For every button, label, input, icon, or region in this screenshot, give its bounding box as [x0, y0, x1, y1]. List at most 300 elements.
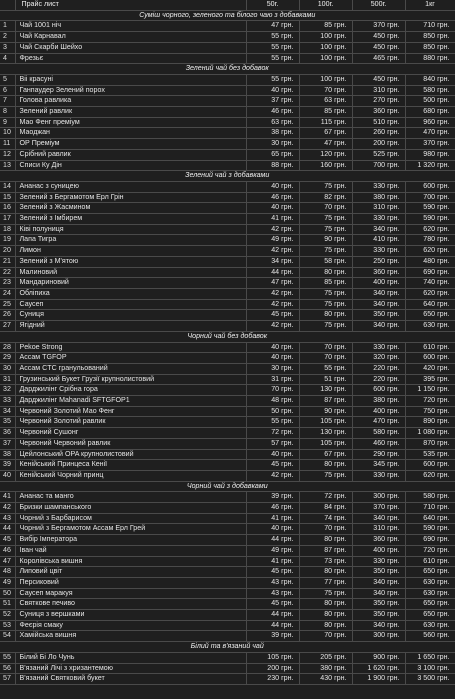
price-50g: 45 грн. — [246, 310, 299, 321]
table-row — [0, 620, 455, 631]
row-number: 55 — [0, 652, 15, 663]
price-50g: 57 грн. — [246, 438, 299, 449]
price-list-body — [0, 10, 455, 684]
price-50g: 40 грн. — [246, 85, 299, 96]
table-row — [0, 107, 455, 118]
row-number: 41 — [0, 492, 15, 503]
price-50g: 38 грн. — [246, 128, 299, 139]
price-100g: 85 грн. — [299, 21, 352, 32]
table-row — [0, 406, 455, 417]
price-500g: 330 грн. — [352, 342, 405, 353]
product-name: Саусеп — [15, 299, 246, 310]
price-50g: 44 грн. — [246, 610, 299, 621]
price-500g: 380 грн. — [352, 396, 405, 407]
price-50g: 45 грн. — [246, 599, 299, 610]
price-100g: 74 грн. — [299, 513, 352, 524]
product-name: Мандариновий — [15, 278, 246, 289]
product-name: Ягідний — [15, 321, 246, 332]
price-100g: 80 грн. — [299, 599, 352, 610]
product-name: Чай Карнавал — [15, 32, 246, 43]
product-name: Зелений з Бергамотом Ерл Грін — [15, 192, 246, 203]
price-100g: 63 грн. — [299, 96, 352, 107]
row-number: 24 — [0, 288, 15, 299]
price-50g: 41 грн. — [246, 556, 299, 567]
table-row — [0, 556, 455, 567]
price-1kg: 610 грн. — [405, 556, 455, 567]
price-1kg: 610 грн. — [405, 342, 455, 353]
table-row — [0, 631, 455, 642]
price-50g: 43 грн. — [246, 588, 299, 599]
product-name: Святкове печиво — [15, 599, 246, 610]
price-1kg: 690 грн. — [405, 535, 455, 546]
table-row — [0, 374, 455, 385]
row-number: 52 — [0, 610, 15, 621]
price-500g: 260 грн. — [352, 128, 405, 139]
price-1kg: 580 грн. — [405, 492, 455, 503]
price-50g: 55 грн. — [246, 32, 299, 43]
product-name: Обліпиха — [15, 288, 246, 299]
price-50g: 230 грн. — [246, 674, 299, 685]
row-number: 43 — [0, 513, 15, 524]
price-50g: 42 грн. — [246, 470, 299, 481]
price-1kg: 690 грн. — [405, 267, 455, 278]
section-title: Білий та в'язаний чай — [0, 642, 455, 653]
product-name: Зелений з Жасмином — [15, 203, 246, 214]
product-name: Персиковий — [15, 577, 246, 588]
price-500g: 330 грн. — [352, 181, 405, 192]
price-1kg: 640 грн. — [405, 299, 455, 310]
table-row — [0, 492, 455, 503]
price-50g: 44 грн. — [246, 267, 299, 278]
row-number: 17 — [0, 214, 15, 225]
header-number-cell — [0, 0, 15, 10]
row-number: 8 — [0, 107, 15, 118]
table-row — [0, 470, 455, 481]
price-500g: 460 грн. — [352, 438, 405, 449]
price-50g: 46 грн. — [246, 107, 299, 118]
header-row — [0, 0, 455, 10]
header-100g: 100г. — [299, 0, 352, 10]
price-50g: 50 грн. — [246, 406, 299, 417]
table-row — [0, 513, 455, 524]
row-number: 51 — [0, 599, 15, 610]
header-1kg: 1кг — [405, 0, 455, 10]
price-100g: 80 грн. — [299, 310, 352, 321]
price-1kg: 650 грн. — [405, 610, 455, 621]
product-name: В'язаний Святковий букет — [15, 674, 246, 685]
price-1kg: 480 грн. — [405, 256, 455, 267]
table-row — [0, 21, 455, 32]
row-number: 28 — [0, 342, 15, 353]
price-1kg: 1 650 грн. — [405, 652, 455, 663]
table-row — [0, 117, 455, 128]
price-500g: 350 грн. — [352, 310, 405, 321]
price-100g: 70 грн. — [299, 353, 352, 364]
price-500g: 450 грн. — [352, 74, 405, 85]
table-row — [0, 149, 455, 160]
price-50g: 46 грн. — [246, 192, 299, 203]
price-1kg: 620 грн. — [405, 224, 455, 235]
price-100g: 75 грн. — [299, 181, 352, 192]
price-1kg: 740 грн. — [405, 278, 455, 289]
price-500g: 340 грн. — [352, 299, 405, 310]
price-500g: 340 грн. — [352, 513, 405, 524]
price-500g: 200 грн. — [352, 139, 405, 150]
price-1kg: 780 грн. — [405, 235, 455, 246]
price-50g: 34 грн. — [246, 256, 299, 267]
row-number: 1 — [0, 21, 15, 32]
price-50g: 47 грн. — [246, 278, 299, 289]
row-number: 26 — [0, 310, 15, 321]
price-1kg: 650 грн. — [405, 567, 455, 578]
table-row — [0, 599, 455, 610]
price-1kg: 600 грн. — [405, 353, 455, 364]
section-title: Зелений чай з добавками — [0, 171, 455, 182]
row-number: 3 — [0, 42, 15, 53]
section-header-row — [0, 331, 455, 342]
price-1kg: 650 грн. — [405, 310, 455, 321]
price-500g: 340 грн. — [352, 588, 405, 599]
price-500g: 340 грн. — [352, 577, 405, 588]
price-100g: 80 грн. — [299, 567, 352, 578]
price-1kg: 395 грн. — [405, 374, 455, 385]
price-100g: 47 грн. — [299, 139, 352, 150]
price-1kg: 630 грн. — [405, 321, 455, 332]
row-number: 20 — [0, 246, 15, 257]
product-name: Ананас та манго — [15, 492, 246, 503]
price-500g: 370 грн. — [352, 21, 405, 32]
price-500g: 330 грн. — [352, 556, 405, 567]
section-header-row — [0, 171, 455, 182]
price-100g: 75 грн. — [299, 224, 352, 235]
row-number: 5 — [0, 74, 15, 85]
product-name: Кенійський Чорний принц — [15, 470, 246, 481]
price-500g: 470 грн. — [352, 417, 405, 428]
product-name: Вибір Імператора — [15, 535, 246, 546]
table-row — [0, 139, 455, 150]
price-500g: 320 грн. — [352, 353, 405, 364]
section-title: Суміш чорного, зеленого та білого чаю з добавками — [0, 10, 455, 21]
price-50g: 42 грн. — [246, 224, 299, 235]
product-name: Червоний Золотий Мао Фенг — [15, 406, 246, 417]
price-100g: 205 грн. — [299, 652, 352, 663]
header-title: Прайс лист — [15, 0, 246, 10]
price-100g: 105 грн. — [299, 417, 352, 428]
price-1kg: 710 грн. — [405, 21, 455, 32]
price-50g: 42 грн. — [246, 288, 299, 299]
table-row — [0, 278, 455, 289]
price-50g: 55 грн. — [246, 417, 299, 428]
table-row — [0, 214, 455, 225]
price-1kg: 630 грн. — [405, 620, 455, 631]
price-100g: 430 грн. — [299, 674, 352, 685]
row-number: 25 — [0, 299, 15, 310]
row-number: 16 — [0, 203, 15, 214]
price-1kg: 580 грн. — [405, 85, 455, 96]
product-name: Срібний равлик — [15, 149, 246, 160]
price-50g: 200 грн. — [246, 663, 299, 674]
row-number: 49 — [0, 577, 15, 588]
row-number: 22 — [0, 267, 15, 278]
price-100g: 85 грн. — [299, 107, 352, 118]
table-row — [0, 577, 455, 588]
price-500g: 350 грн. — [352, 567, 405, 578]
section-title: Чорний чай без добавок — [0, 331, 455, 342]
price-50g: 72 грн. — [246, 428, 299, 439]
row-number: 53 — [0, 620, 15, 631]
table-row — [0, 610, 455, 621]
price-1kg: 3 500 грн. — [405, 674, 455, 685]
price-500g: 340 грн. — [352, 321, 405, 332]
row-number: 18 — [0, 224, 15, 235]
price-100g: 67 грн. — [299, 449, 352, 460]
price-50g: 45 грн. — [246, 567, 299, 578]
price-500g: 330 грн. — [352, 246, 405, 257]
price-1kg: 560 грн. — [405, 631, 455, 642]
section-header-row — [0, 64, 455, 75]
row-number: 13 — [0, 160, 15, 171]
row-number: 23 — [0, 278, 15, 289]
price-500g: 450 грн. — [352, 32, 405, 43]
price-1kg: 590 грн. — [405, 524, 455, 535]
table-row — [0, 545, 455, 556]
table-row — [0, 128, 455, 139]
row-number: 42 — [0, 503, 15, 514]
price-500g: 220 грн. — [352, 363, 405, 374]
price-1kg: 840 грн. — [405, 74, 455, 85]
price-1kg: 630 грн. — [405, 577, 455, 588]
price-50g: 55 грн. — [246, 42, 299, 53]
price-50g: 70 грн. — [246, 385, 299, 396]
table-row — [0, 652, 455, 663]
product-name: Голова равлика — [15, 96, 246, 107]
product-name: Pekoe Strong — [15, 342, 246, 353]
price-500g: 220 грн. — [352, 374, 405, 385]
product-name: Грузинський Букет Грузії крупнолистовий — [15, 374, 246, 385]
price-1kg: 535 грн. — [405, 449, 455, 460]
row-number: 54 — [0, 631, 15, 642]
section-title: Чорний чай з добавками — [0, 481, 455, 492]
price-50g: 40 грн. — [246, 353, 299, 364]
price-100g: 85 грн. — [299, 278, 352, 289]
price-50g: 48 грн. — [246, 396, 299, 407]
price-50g: 39 грн. — [246, 492, 299, 503]
price-100g: 80 грн. — [299, 610, 352, 621]
header-50g: 50г. — [246, 0, 299, 10]
price-50g: 42 грн. — [246, 321, 299, 332]
price-500g: 580 грн. — [352, 428, 405, 439]
price-500g: 370 грн. — [352, 503, 405, 514]
price-1kg: 500 грн. — [405, 96, 455, 107]
price-1kg: 890 грн. — [405, 417, 455, 428]
price-100g: 67 грн. — [299, 128, 352, 139]
price-500g: 300 грн. — [352, 631, 405, 642]
price-1kg: 3 100 грн. — [405, 663, 455, 674]
price-1kg: 980 грн. — [405, 149, 455, 160]
price-100g: 87 грн. — [299, 396, 352, 407]
price-500g: 340 грн. — [352, 224, 405, 235]
price-500g: 600 грн. — [352, 385, 405, 396]
price-500g: 310 грн. — [352, 524, 405, 535]
price-1kg: 650 грн. — [405, 599, 455, 610]
table-row — [0, 246, 455, 257]
price-500g: 525 грн. — [352, 149, 405, 160]
product-name: Зелений з Імбирем — [15, 214, 246, 225]
price-1kg: 850 грн. — [405, 32, 455, 43]
row-number: 2 — [0, 32, 15, 43]
price-50g: 47 грн. — [246, 21, 299, 32]
table-row — [0, 42, 455, 53]
table-row — [0, 321, 455, 332]
price-500g: 400 грн. — [352, 406, 405, 417]
price-50g: 30 грн. — [246, 363, 299, 374]
table-row — [0, 85, 455, 96]
price-1kg: 1 320 грн. — [405, 160, 455, 171]
row-number: 48 — [0, 567, 15, 578]
section-title: Зелений чай без добавок — [0, 64, 455, 75]
price-50g: 40 грн. — [246, 342, 299, 353]
price-100g: 75 грн. — [299, 588, 352, 599]
price-50g: 40 грн. — [246, 181, 299, 192]
table-row — [0, 203, 455, 214]
table-row — [0, 567, 455, 578]
price-100g: 130 грн. — [299, 385, 352, 396]
product-name: Чай Скарби Шейхо — [15, 42, 246, 53]
row-number: 29 — [0, 353, 15, 364]
price-1kg: 420 грн. — [405, 363, 455, 374]
row-number: 39 — [0, 460, 15, 471]
price-500g: 450 грн. — [352, 42, 405, 53]
table-row — [0, 524, 455, 535]
table-row — [0, 181, 455, 192]
price-500g: 300 грн. — [352, 492, 405, 503]
product-name: Червоний Золотий равлик — [15, 417, 246, 428]
price-500g: 270 грн. — [352, 96, 405, 107]
price-50g: 41 грн. — [246, 513, 299, 524]
price-100g: 70 грн. — [299, 342, 352, 353]
table-row — [0, 192, 455, 203]
section-header-row — [0, 10, 455, 21]
price-50g: 44 грн. — [246, 535, 299, 546]
price-1kg: 850 грн. — [405, 42, 455, 53]
product-name: Малиновий — [15, 267, 246, 278]
product-name: Дарджилінг Срібна гора — [15, 385, 246, 396]
price-500g: 310 грн. — [352, 85, 405, 96]
price-100g: 100 грн. — [299, 53, 352, 64]
table-row — [0, 588, 455, 599]
table-row — [0, 535, 455, 546]
row-number: 35 — [0, 417, 15, 428]
product-name: Списи Ку Дін — [15, 160, 246, 171]
price-500g: 380 грн. — [352, 192, 405, 203]
price-500g: 360 грн. — [352, 535, 405, 546]
product-name: Ананас з суницею — [15, 181, 246, 192]
product-name: Зелений равлик — [15, 107, 246, 118]
product-name: Ківі полуниця — [15, 224, 246, 235]
section-header-row — [0, 481, 455, 492]
price-500g: 340 грн. — [352, 620, 405, 631]
price-1kg: 880 грн. — [405, 53, 455, 64]
row-number: 56 — [0, 663, 15, 674]
price-50g: 42 грн. — [246, 246, 299, 257]
row-number: 10 — [0, 128, 15, 139]
price-100g: 58 грн. — [299, 256, 352, 267]
table-row — [0, 363, 455, 374]
price-50g: 45 грн. — [246, 460, 299, 471]
product-name: Суниця з вершками — [15, 610, 246, 621]
table-row — [0, 417, 455, 428]
price-500g: 400 грн. — [352, 545, 405, 556]
price-100g: 84 грн. — [299, 503, 352, 514]
price-100g: 80 грн. — [299, 460, 352, 471]
price-100g: 75 грн. — [299, 321, 352, 332]
price-1kg: 620 грн. — [405, 246, 455, 257]
price-100g: 100 грн. — [299, 32, 352, 43]
row-number: 33 — [0, 396, 15, 407]
price-50g: 55 грн. — [246, 53, 299, 64]
row-number: 50 — [0, 588, 15, 599]
table-row — [0, 224, 455, 235]
row-number: 38 — [0, 449, 15, 460]
row-number: 15 — [0, 192, 15, 203]
product-name: Червоний Червоний равлик — [15, 438, 246, 449]
price-1kg: 720 грн. — [405, 545, 455, 556]
price-500g: 350 грн. — [352, 599, 405, 610]
product-name: Кенійський Принцеса Кенії — [15, 460, 246, 471]
price-500g: 465 грн. — [352, 53, 405, 64]
price-500g: 290 грн. — [352, 449, 405, 460]
table-row — [0, 288, 455, 299]
product-name: Липовий цвіт — [15, 567, 246, 578]
price-500g: 1 620 грн. — [352, 663, 405, 674]
price-1kg: 870 грн. — [405, 438, 455, 449]
row-number: 31 — [0, 374, 15, 385]
product-name: Лимон — [15, 246, 246, 257]
price-100g: 87 грн. — [299, 545, 352, 556]
price-1kg: 600 грн. — [405, 181, 455, 192]
table-row — [0, 342, 455, 353]
product-name: Ассам TGFOP — [15, 353, 246, 364]
price-500g: 345 грн. — [352, 460, 405, 471]
row-number: 14 — [0, 181, 15, 192]
table-row — [0, 74, 455, 85]
price-50g: 40 грн. — [246, 203, 299, 214]
price-50g: 55 грн. — [246, 74, 299, 85]
table-row — [0, 235, 455, 246]
price-100g: 55 грн. — [299, 363, 352, 374]
product-name: Червоний Сушонг — [15, 428, 246, 439]
price-100g: 75 грн. — [299, 470, 352, 481]
price-100g: 82 грн. — [299, 192, 352, 203]
product-name: Зелений з М'ятою — [15, 256, 246, 267]
price-500g: 360 грн. — [352, 107, 405, 118]
price-100g: 105 грн. — [299, 438, 352, 449]
price-500g: 350 грн. — [352, 610, 405, 621]
price-50g: 41 грн. — [246, 214, 299, 225]
row-number: 57 — [0, 674, 15, 685]
price-100g: 70 грн. — [299, 524, 352, 535]
row-number: 12 — [0, 149, 15, 160]
price-100g: 90 грн. — [299, 235, 352, 246]
product-name: Ганпаудер Зелений порох — [15, 85, 246, 96]
price-1kg: 720 грн. — [405, 396, 455, 407]
product-name: Цейлонський OPA крупнолистовий — [15, 449, 246, 460]
price-500g: 340 грн. — [352, 288, 405, 299]
price-100g: 73 грн. — [299, 556, 352, 567]
price-1kg: 680 грн. — [405, 107, 455, 118]
row-number: 34 — [0, 406, 15, 417]
product-name: Хамійська вишня — [15, 631, 246, 642]
